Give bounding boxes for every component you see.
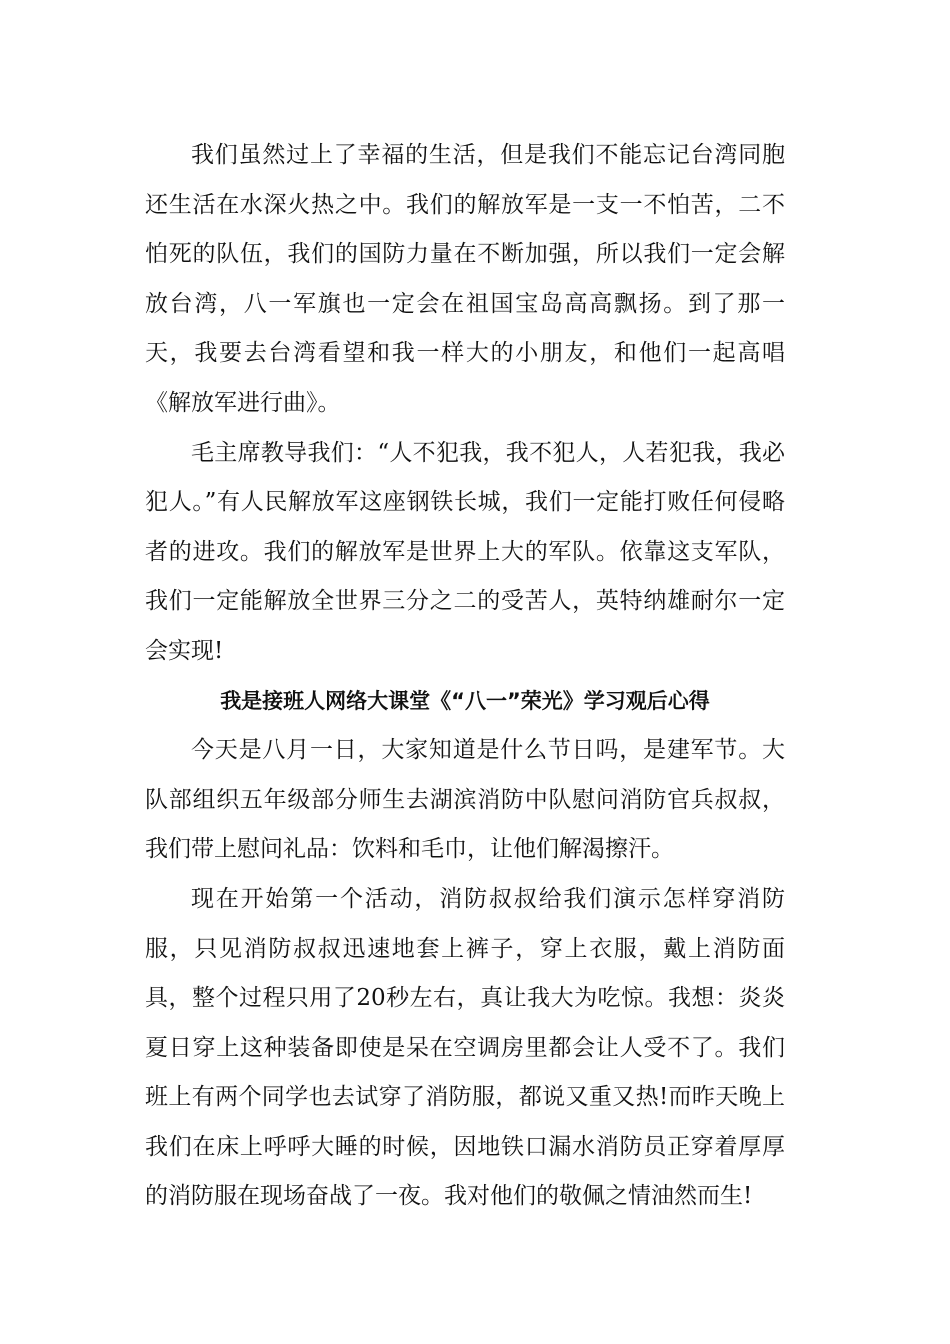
document-page	[145, 131, 785, 1222]
paragraph-chairman-mao: 毛主席教导我们：“人不犯我，我不犯人，人若犯我，我必犯人。”有人民解放军这座钢铁长城，我们一定能打败任何侵略者的进攻。我们的解放军是世界上大的军队。依靠这支军队，我们一定能解放全世界三分之二的受苦人，英特纳雄耐尔一定会实现!	[145, 439, 785, 664]
paragraph-fire-suit: 现在开始第一个活动，消防叔叔给我们演示怎样穿消防服，只见消防叔叔迅速地套上裤子，穿上衣服，戴上消防面具，整个过程只用了20秒左右，真让我大为吃惊。我想：炎炎夏日穿上这种装备即使是呆在空调房里都会让人受不了。我们班上有两个同学也去试穿了消防服，都说又重又热!而昨天晚上我们在床上呼呼大睡的时候，因地铁口漏水消防员正穿着厚厚的消防服在现场奋战了一夜。我对他们的敬佩之情油然而生!	[145, 885, 785, 1210]
paragraph-army-day: 今天是八月一日，大家知道是什么节日吗，是建军节。大队部组织五年级部分师生去湖滨消防中队慰问消防官兵叔叔，我们带上慰问礼品：饮料和毛巾，让他们解渴擦汗。	[145, 737, 785, 863]
section-heading: 我是接班人网络大课堂《“八一”荣光》学习观后心得	[220, 688, 710, 713]
paragraph-taiwan: 我们虽然过上了幸福的生活，但是我们不能忘记台湾同胞还生活在水深火热之中。我们的解放军是一支一不怕苦，二不怕死的队伍，我们的国防力量在不断加强，所以我们一定会解放台湾，八一军旗也一定会在祖国宝岛高高飘扬。到了那一天，我要去台湾看望和我一样大的小朋友，和他们一起高唱《解放军进行曲》。	[145, 142, 785, 416]
